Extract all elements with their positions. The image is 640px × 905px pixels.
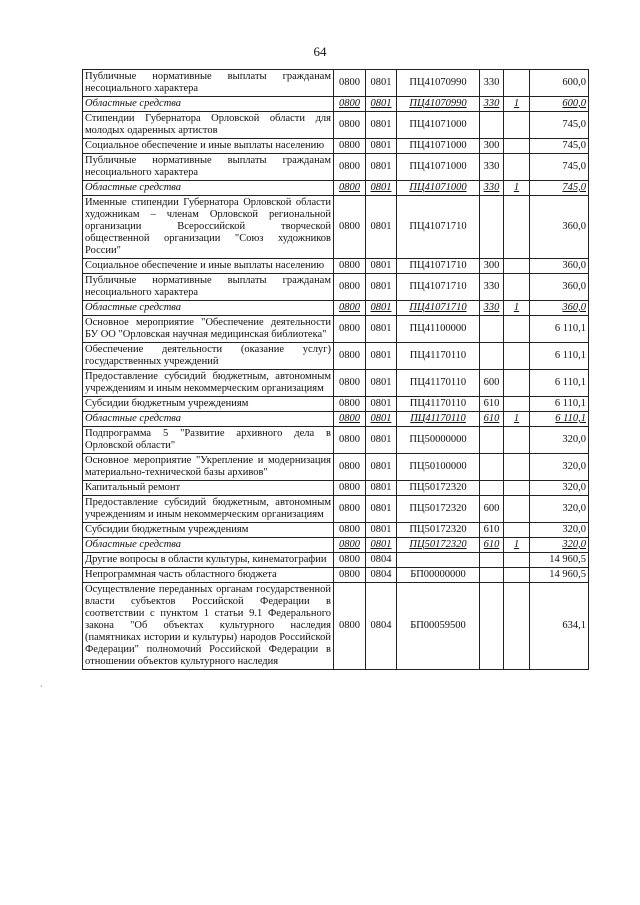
amount-value: 6 110,1 (530, 397, 589, 412)
amount-value: 14 960,5 (530, 568, 589, 583)
funding-source-code (504, 568, 530, 583)
amount-value: 360,0 (530, 259, 589, 274)
row-name: Непрограммная часть областного бюджета (83, 568, 334, 583)
section-code: 0800 (334, 568, 366, 583)
row-name: Стипендии Губернатора Орловской области для молодых одаренных артистов (83, 112, 334, 139)
table-row (83, 454, 589, 481)
table-row (83, 343, 589, 370)
row-name: Основное мероприятие "Обеспечение деятельности БУ ОО "Орловская научная медицинская библиотека" (83, 316, 334, 343)
expense-type-code (480, 583, 504, 670)
expense-type-code: 600 (480, 370, 504, 397)
amount-value: 6 110,1 (530, 370, 589, 397)
expense-type-code: 330 (480, 154, 504, 181)
table-row (83, 154, 589, 181)
section-code: 0800 (334, 259, 366, 274)
target-article-code: ПЦ41070990 (397, 70, 480, 97)
table-row (83, 70, 589, 97)
expense-type-code: 600 (480, 496, 504, 523)
page-number: 64 (313, 44, 327, 59)
subsection-code: 0801 (366, 70, 397, 97)
target-article-code: ПЦ41071710 (397, 196, 480, 259)
subsection-code: 0801 (366, 481, 397, 496)
funding-source-code (504, 139, 530, 154)
subsection-code: 0804 (366, 583, 397, 670)
section-code: 0800 (334, 301, 366, 316)
expense-type-code (480, 427, 504, 454)
target-article-code: ПЦ50000000 (397, 427, 480, 454)
row-name: Осуществление переданных органам государственной власти субъектов Российской Федерации в соответствии с пунктом 1 статьи 9.1 Федерального закона "Об объектах культурного наследия (памятниках истории и культуры) народов Российской Федерации" полномочий Российской Федерации в отношении объектов культурного наследия (83, 583, 334, 670)
table-row (83, 370, 589, 397)
section-code: 0800 (334, 427, 366, 454)
funding-source-code (504, 397, 530, 412)
target-article-code (397, 553, 480, 568)
subsection-code: 0801 (366, 196, 397, 259)
subsection-code: 0801 (366, 181, 397, 196)
subsection-code: 0801 (366, 343, 397, 370)
amount-value: 745,0 (530, 181, 589, 196)
row-name: Социальное обеспечение и иные выплаты населению (83, 139, 334, 154)
subsection-code: 0801 (366, 397, 397, 412)
funding-source-code (504, 523, 530, 538)
table-row-regional-funds (83, 97, 589, 112)
subsection-code: 0801 (366, 112, 397, 139)
target-article-code: ПЦ41071000 (397, 154, 480, 181)
target-article-code: ПЦ50172320 (397, 496, 480, 523)
expense-type-code: 330 (480, 274, 504, 301)
budget-table (82, 69, 589, 670)
amount-value: 320,0 (530, 481, 589, 496)
row-name: Публичные нормативные выплаты гражданам несоциального характера (83, 274, 334, 301)
table-row (83, 196, 589, 259)
row-name: Основное мероприятие "Укрепление и модернизация материально-технической базы архивов" (83, 454, 334, 481)
subsection-code: 0801 (366, 523, 397, 538)
row-name: Областные средства (83, 538, 334, 553)
target-article-code: ПЦ41071000 (397, 112, 480, 139)
table-row (83, 427, 589, 454)
table-row-regional-funds (83, 181, 589, 196)
section-code: 0800 (334, 139, 366, 154)
expense-type-code: 330 (480, 97, 504, 112)
table-row (83, 481, 589, 496)
subsection-code: 0801 (366, 316, 397, 343)
target-article-code: ПЦ41071710 (397, 274, 480, 301)
row-name: Публичные нормативные выплаты гражданам несоциального характера (83, 154, 334, 181)
funding-source-code (504, 454, 530, 481)
row-name: Субсидии бюджетным учреждениям (83, 397, 334, 412)
table-row (83, 274, 589, 301)
section-code: 0800 (334, 112, 366, 139)
subsection-code: 0801 (366, 301, 397, 316)
amount-value: 320,0 (530, 454, 589, 481)
subsection-code: 0801 (366, 538, 397, 553)
table-row (83, 139, 589, 154)
amount-value: 360,0 (530, 274, 589, 301)
subsection-code: 0801 (366, 139, 397, 154)
funding-source-code: 1 (504, 97, 530, 112)
funding-source-code: 1 (504, 301, 530, 316)
expense-type-code: 610 (480, 523, 504, 538)
amount-value: 320,0 (530, 427, 589, 454)
row-name: Предоставление субсидий бюджетным, автономным учреждениям и иным некоммерческим организациям (83, 370, 334, 397)
amount-value: 634,1 (530, 583, 589, 670)
table-row (83, 523, 589, 538)
funding-source-code (504, 427, 530, 454)
section-code: 0800 (334, 454, 366, 481)
row-name: Областные средства (83, 412, 334, 427)
expense-type-code (480, 196, 504, 259)
funding-source-code: 1 (504, 181, 530, 196)
amount-value: 600,0 (530, 97, 589, 112)
funding-source-code (504, 316, 530, 343)
row-name: Именные стипендии Губернатора Орловской области художникам – членам Орловской региональной организации Всероссийской творческой общественной организации "Союз художников России" (83, 196, 334, 259)
subsection-code: 0804 (366, 553, 397, 568)
expense-type-code: 300 (480, 139, 504, 154)
row-name: Областные средства (83, 181, 334, 196)
funding-source-code (504, 553, 530, 568)
section-code: 0800 (334, 97, 366, 112)
section-code: 0800 (334, 481, 366, 496)
target-article-code: БП00000000 (397, 568, 480, 583)
target-article-code: ПЦ41170110 (397, 370, 480, 397)
expense-type-code (480, 568, 504, 583)
amount-value: 600,0 (530, 70, 589, 97)
target-article-code: ПЦ41170110 (397, 412, 480, 427)
subsection-code: 0801 (366, 496, 397, 523)
expense-type-code: 330 (480, 70, 504, 97)
margin-mark: · (40, 682, 43, 691)
funding-source-code (504, 196, 530, 259)
row-name: Подпрограмма 5 "Развитие архивного дела в Орловской области" (83, 427, 334, 454)
target-article-code: ПЦ41071000 (397, 139, 480, 154)
table-row (83, 112, 589, 139)
expense-type-code: 610 (480, 538, 504, 553)
row-name: Областные средства (83, 97, 334, 112)
funding-source-code (504, 112, 530, 139)
section-code: 0800 (334, 370, 366, 397)
subsection-code: 0801 (366, 412, 397, 427)
subsection-code: 0801 (366, 370, 397, 397)
section-code: 0800 (334, 70, 366, 97)
section-code: 0800 (334, 154, 366, 181)
row-name: Другие вопросы в области культуры, кинематографии (83, 553, 334, 568)
target-article-code: ПЦ50172320 (397, 523, 480, 538)
table-row (83, 553, 589, 568)
amount-value: 745,0 (530, 154, 589, 181)
amount-value: 6 110,1 (530, 412, 589, 427)
expense-type-code (480, 454, 504, 481)
funding-source-code: 1 (504, 412, 530, 427)
amount-value: 745,0 (530, 112, 589, 139)
target-article-code: ПЦ50172320 (397, 538, 480, 553)
row-name: Субсидии бюджетным учреждениям (83, 523, 334, 538)
table-row-regional-funds (83, 412, 589, 427)
target-article-code: ПЦ41070990 (397, 97, 480, 112)
section-code: 0800 (334, 553, 366, 568)
amount-value: 320,0 (530, 538, 589, 553)
section-code: 0800 (334, 397, 366, 412)
subsection-code: 0801 (366, 259, 397, 274)
amount-value: 14 960,5 (530, 553, 589, 568)
funding-source-code (504, 370, 530, 397)
section-code: 0800 (334, 583, 366, 670)
expense-type-code (480, 112, 504, 139)
funding-source-code (504, 154, 530, 181)
table-row-regional-funds (83, 301, 589, 316)
expense-type-code: 610 (480, 397, 504, 412)
subsection-code: 0801 (366, 274, 397, 301)
section-code: 0800 (334, 343, 366, 370)
expense-type-code (480, 316, 504, 343)
funding-source-code (504, 583, 530, 670)
section-code: 0800 (334, 316, 366, 343)
table-row (83, 316, 589, 343)
subsection-code: 0801 (366, 454, 397, 481)
funding-source-code (504, 70, 530, 97)
target-article-code: ПЦ41071710 (397, 259, 480, 274)
target-article-code: ПЦ50172320 (397, 481, 480, 496)
amount-value: 360,0 (530, 196, 589, 259)
row-name: Публичные нормативные выплаты гражданам несоциального характера (83, 70, 334, 97)
target-article-code: ПЦ41170110 (397, 397, 480, 412)
target-article-code: ПЦ41071000 (397, 181, 480, 196)
section-code: 0800 (334, 181, 366, 196)
subsection-code: 0801 (366, 427, 397, 454)
target-article-code: ПЦ41100000 (397, 316, 480, 343)
row-name: Социальное обеспечение и иные выплаты населению (83, 259, 334, 274)
section-code: 0800 (334, 274, 366, 301)
expense-type-code: 330 (480, 181, 504, 196)
funding-source-code (504, 481, 530, 496)
table-row (83, 496, 589, 523)
subsection-code: 0804 (366, 568, 397, 583)
table-row (83, 568, 589, 583)
table-row (83, 259, 589, 274)
amount-value: 6 110,1 (530, 343, 589, 370)
expense-type-code: 610 (480, 412, 504, 427)
amount-value: 320,0 (530, 523, 589, 538)
funding-source-code (504, 259, 530, 274)
row-name: Областные средства (83, 301, 334, 316)
section-code: 0800 (334, 538, 366, 553)
funding-source-code: 1 (504, 538, 530, 553)
row-name: Обеспечение деятельности (оказание услуг) государственных учреждений (83, 343, 334, 370)
target-article-code: ПЦ41071710 (397, 301, 480, 316)
target-article-code: ПЦ41170110 (397, 343, 480, 370)
section-code: 0800 (334, 523, 366, 538)
table-row-regional-funds (83, 538, 589, 553)
row-name: Предоставление субсидий бюджетным, автономным учреждениям и иным некоммерческим организациям (83, 496, 334, 523)
expense-type-code (480, 343, 504, 370)
amount-value: 745,0 (530, 139, 589, 154)
expense-type-code: 330 (480, 301, 504, 316)
section-code: 0800 (334, 496, 366, 523)
table-row (83, 397, 589, 412)
funding-source-code (504, 274, 530, 301)
expense-type-code (480, 553, 504, 568)
target-article-code: ПЦ50100000 (397, 454, 480, 481)
table-row (83, 583, 589, 670)
row-name: Капитальный ремонт (83, 481, 334, 496)
subsection-code: 0801 (366, 154, 397, 181)
section-code: 0800 (334, 412, 366, 427)
amount-value: 320,0 (530, 496, 589, 523)
subsection-code: 0801 (366, 97, 397, 112)
funding-source-code (504, 496, 530, 523)
funding-source-code (504, 343, 530, 370)
expense-type-code (480, 481, 504, 496)
expense-type-code: 300 (480, 259, 504, 274)
amount-value: 360,0 (530, 301, 589, 316)
section-code: 0800 (334, 196, 366, 259)
amount-value: 6 110,1 (530, 316, 589, 343)
target-article-code: БП00059500 (397, 583, 480, 670)
